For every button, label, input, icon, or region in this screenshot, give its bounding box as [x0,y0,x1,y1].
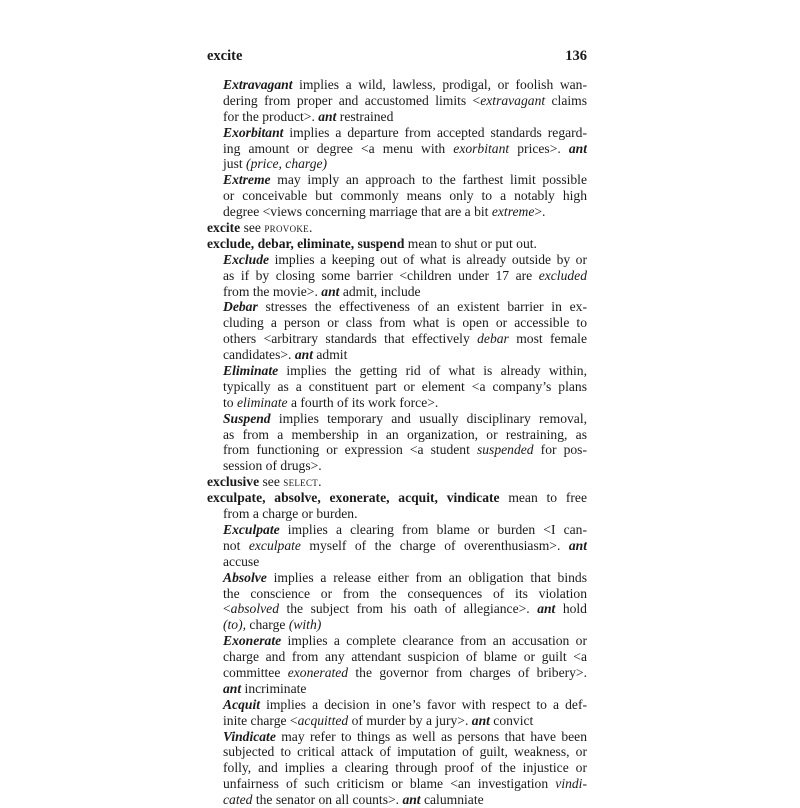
text-run: from the movie>. [223,283,322,299]
text-run: just [223,156,247,172]
text-run: the conscience or from the consequences of its violation [223,585,587,601]
text-run: restrained [336,108,394,124]
text-line [207,379,587,395]
text-line [207,188,587,204]
headword: exclude, debar, eliminate, suspend [207,235,405,251]
text-run: folly, and implies a clearing through proof of the injustice or [223,760,587,776]
text-run: cluding a person or class from what is open or accessible to [223,315,587,331]
term-label: ant [402,792,421,808]
text-line [207,156,587,172]
text-line [207,744,587,760]
text-run: accuse [223,553,260,569]
term-label: Eliminate [223,363,279,379]
term-label: Exorbitant [223,124,284,140]
text-run: charge and from any attendant suspicion of blame or guilt <a [223,649,587,665]
italic-run: debar [477,331,509,347]
text-run: incriminate [241,680,307,696]
term-label: Acquit [223,696,261,712]
text-run: from a charge or burden. [223,506,358,522]
text-run: session of drugs>. [223,458,322,474]
text-run: most female [508,331,587,347]
text-line [207,268,587,284]
text-run: inite charge < [223,712,298,728]
text-run: convict [489,712,534,728]
text-run: myself of the charge of overenthusiasm>. [300,537,569,553]
text-run: may refer to things as well as persons that have been [275,728,587,744]
text-line [207,299,587,315]
term-label: ant [321,283,340,299]
text-line [207,713,587,729]
italic-run: (with) [288,617,322,633]
text-line [207,697,587,713]
text-run: < [223,601,231,617]
text-run: to [223,394,237,410]
text-run: for pos- [533,442,587,458]
term-label: ant [568,537,587,553]
text-line [207,792,587,808]
text-run: hold [555,601,587,617]
italic-run: cated [223,792,253,808]
headword: exculpate, absolve, exonerate, acquit, vindicate [207,490,500,506]
text-line [207,284,587,300]
text-run: see [240,220,265,236]
text-run: . [318,474,322,490]
text-line [207,633,587,649]
text-run: mean to shut or put out. [404,235,537,251]
text-run: implies a decision in one’s favor with respect to a def- [260,696,587,712]
text-line [207,506,587,522]
page-number: 136 [565,48,587,64]
term-label: ant [294,347,313,363]
text-run: for the product>. [223,108,319,124]
text-run: the senator on all counts>. [252,792,403,808]
term-label: Extreme [223,172,271,188]
text-line [207,617,587,633]
text-line [207,538,587,554]
text-run: implies a keeping out of what is already outside by or [269,251,587,267]
text-run: may imply an approach to the farthest limit possible [270,172,587,188]
text-line [207,77,587,93]
term-label: ant [471,712,490,728]
text-run: admit [312,347,348,363]
text-run: candidates>. [223,347,295,363]
text-run: typically as a constituent part or element <a company’s plans [223,378,587,394]
text-line [207,474,587,490]
term-label: Vindicate [223,728,276,744]
text-run: subjected to critical attack of imputation of guilt, weakness, or [223,744,587,760]
text-line [207,760,587,776]
text-run: implies a departure from accepted standards regard- [283,124,587,140]
italic-run: exonerated [287,664,349,680]
text-run: stresses the effectiveness of an existent barrier in ex- [257,299,587,315]
text-run: degree <views concerning marriage that are a bit [223,204,492,220]
text-line [207,315,587,331]
term-label: ant [568,140,587,156]
text-line [207,109,587,125]
text-run: implies a wild, lawless, prodigal, or foolish wan- [292,77,587,92]
text-line [207,522,587,538]
italic-run: acquitted [297,712,349,728]
term-label: Debar [223,299,258,315]
entry-text [207,77,587,808]
text-line [207,252,587,268]
text-line [207,395,587,411]
text-line [207,586,587,602]
text-line [207,427,587,443]
text-line [207,570,587,586]
text-run: implies a release either from an obligation that binds [266,569,587,585]
text-run: or conceivable but commonly means only to a notably high [223,188,587,204]
text-run: prices>. [509,140,569,156]
text-run: claims [545,92,587,108]
text-run: mean to free [499,490,587,506]
text-run: implies the getting rid of what is already within, [278,363,587,379]
text-run: dering from proper and accustomed limits < [223,92,481,108]
italic-run: exorbitant [453,140,510,156]
text-run: admit, include [339,283,421,299]
italic-run: extravagant [480,92,546,108]
italic-run: exculpate [248,537,301,553]
term-label: ant [223,680,242,696]
text-line [207,347,587,363]
text-line [207,204,587,220]
text-line [207,363,587,379]
term-label: ant [537,601,556,617]
term-label: Exonerate [223,633,282,649]
italic-run: eliminate [236,394,288,410]
text-line [207,681,587,697]
text-line [207,458,587,474]
text-line [207,93,587,109]
text-line [207,331,587,347]
text-run: committee [223,664,288,680]
italic-run: suspended [476,442,534,458]
text-run: implies a clearing from blame or burden <I can- [279,521,587,537]
text-run: . [308,220,313,236]
term-label: Exculpate [223,521,280,537]
text-run: the governor from charges of bribery>. [348,664,587,680]
term-label: Extravagant [223,77,293,92]
cross-reference: provoke [264,221,309,236]
text-run: of murder by a jury>. [348,712,472,728]
text-line [207,141,587,157]
text-run: the subject from his oath of allegiance>. [279,601,538,617]
italic-run: (price, charge) [246,156,328,172]
text-line [207,729,587,745]
text-run: implies a complete clearance from an accusation or [281,633,587,649]
text-run: unfairness of such criticism or blame <an investigation [223,776,556,792]
text-run: as if by closing some barrier <children under 17 are [223,267,539,283]
text-run: a fourth of its work force>. [287,394,439,410]
text-run: calumniate [420,792,484,808]
headword: excite [207,220,241,236]
italic-run: vindi- [555,776,587,792]
text-run: ing amount or degree <a menu with [223,140,454,156]
text-line [207,776,587,792]
term-label: Absolve [223,569,267,585]
text-line [207,649,587,665]
text-run: from functioning or expression <a student [223,442,477,458]
text-line [207,601,587,617]
text-line [207,125,587,141]
term-label: Suspend [223,410,271,426]
headword: exclusive [207,474,260,490]
text-line [207,554,587,570]
text-run: charge [246,617,289,633]
text-run: see [259,474,284,490]
text-run: as from a membership in an organization, or restraining, as [223,426,587,442]
text-run: not [223,537,249,553]
italic-run: excluded [538,267,587,283]
guide-word: excite [207,48,243,64]
text-line [207,490,587,506]
italic-run: extreme [491,204,535,220]
text-line [207,172,587,188]
text-line [207,236,587,252]
text-line [207,442,587,458]
text-run: others <arbitrary standards that effectively [223,331,478,347]
text-line [207,665,587,681]
text-line [207,411,587,427]
text-run: implies temporary and usually disciplinary removal, [270,410,587,426]
text-line [207,220,587,236]
term-label: ant [318,108,337,124]
text-run: >. [534,204,546,220]
italic-run: absolved [230,601,279,617]
italic-run: (to), [223,617,247,633]
term-label: Exclude [223,251,270,267]
cross-reference: select [283,475,319,490]
